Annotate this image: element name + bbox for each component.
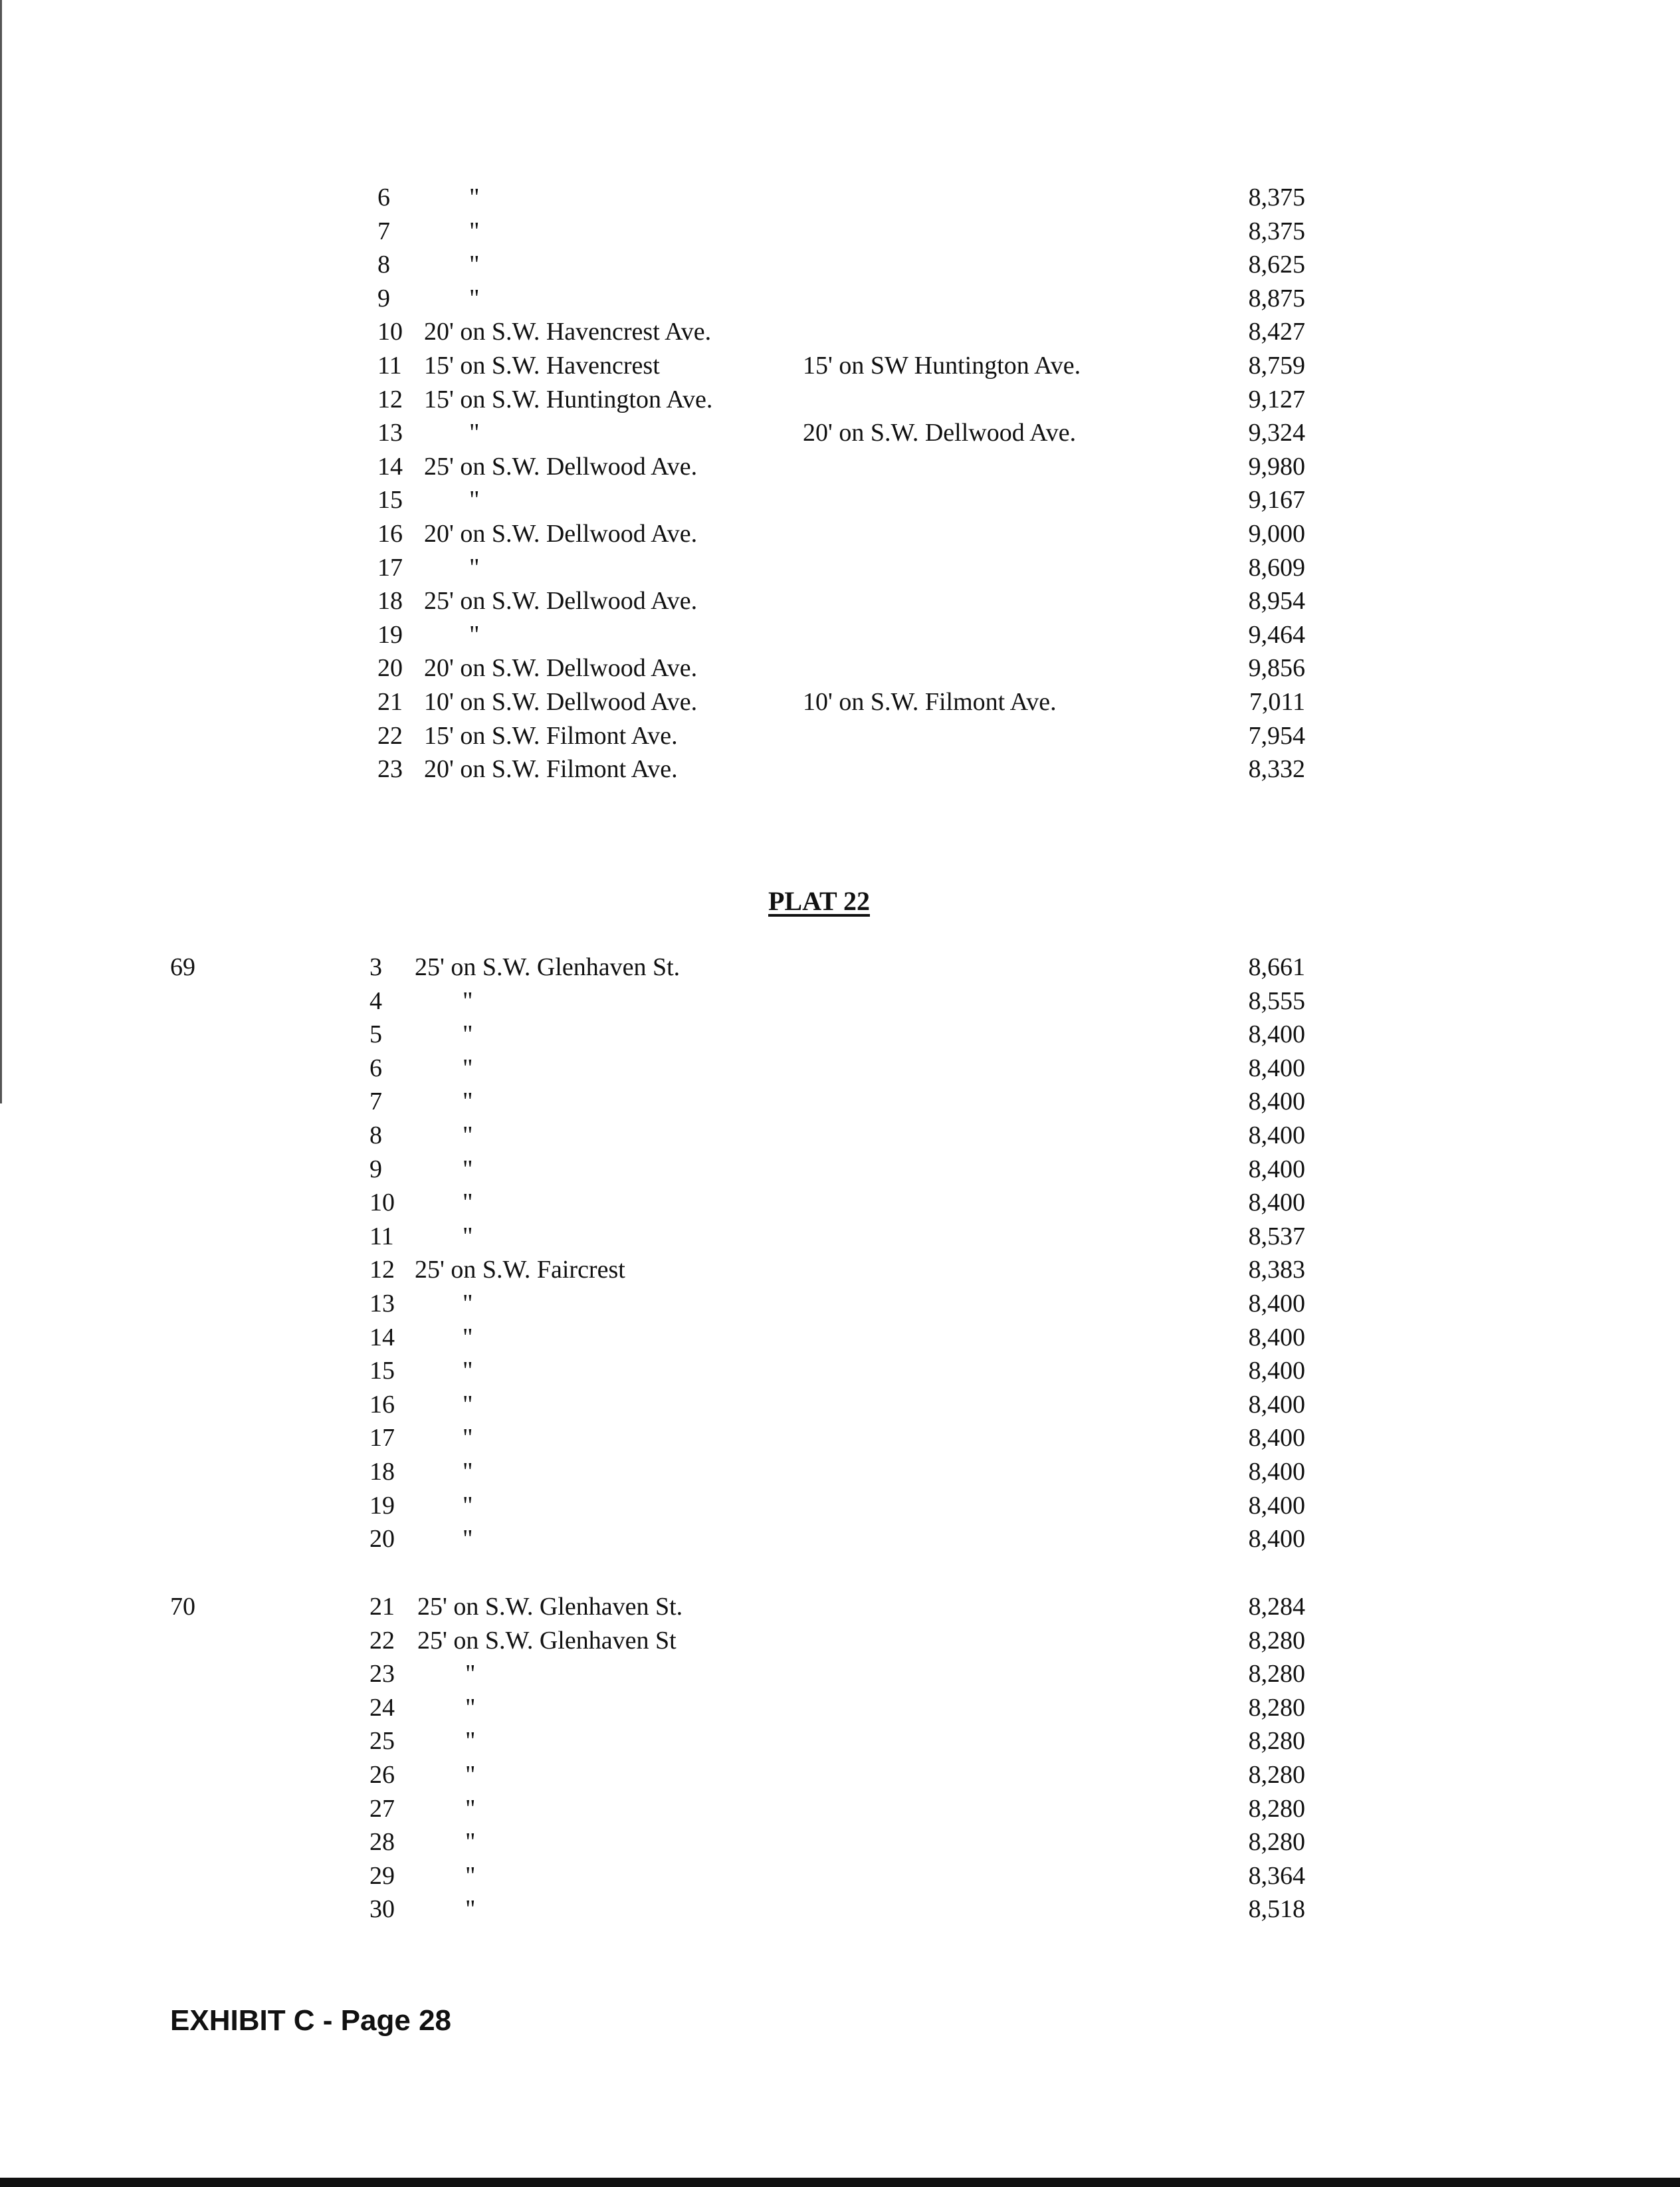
table-row [0,248,1680,281]
lot-area: 9,167 [1248,486,1305,515]
table-row [0,951,1680,984]
table-row [0,450,1680,483]
frontage-description: " [465,1693,476,1722]
lot-area: 8,284 [1248,1593,1305,1621]
lot-number: 8 [377,251,390,279]
table-row [0,1153,1680,1186]
table-row [0,1354,1680,1387]
table-row [0,1052,1680,1085]
frontage-description: " [463,1222,473,1250]
lot-number: 18 [377,587,403,616]
frontage-description: " [465,1861,476,1890]
frontage-description: " [463,1323,473,1351]
lot-number: 15 [369,1357,395,1385]
frontage-description: 15' on S.W. Filmont Ave. [424,721,678,750]
table-row [0,1590,1680,1623]
frontage-description: " [463,1290,473,1318]
lot-area: 8,400 [1248,1020,1305,1049]
lot-number: 23 [377,755,403,784]
frontage-description: " [463,1054,473,1082]
lot-area: 7,011 [1249,688,1305,716]
lot-number: 22 [377,721,403,750]
table-row [0,517,1680,550]
table-row [0,1657,1680,1690]
frontage-description: 25' on S.W. Dellwood Ave. [424,587,698,616]
block-number-70: 70 [170,1593,195,1621]
lot-area: 8,364 [1248,1861,1305,1890]
frontage-description: " [463,1155,473,1183]
table-row [0,1825,1680,1859]
secondary-frontage: 10' on S.W. Filmont Ave. [803,688,1057,716]
lot-area: 8,400 [1248,1458,1305,1486]
lot-area: 8,537 [1248,1222,1305,1250]
lot-area: 8,280 [1248,1693,1305,1722]
lot-number: 10 [377,318,403,346]
lot-area: 8,400 [1248,1155,1305,1183]
frontage-description: " [463,1525,473,1554]
lot-number: 13 [369,1290,395,1318]
lot-area: 8,609 [1248,553,1305,582]
lot-number: 24 [369,1693,395,1722]
frontage-description: " [465,1761,476,1789]
lot-area: 9,127 [1248,385,1305,413]
frontage-description: " [463,1491,473,1520]
lot-number: 21 [369,1593,395,1621]
lot-area: 8,954 [1248,587,1305,616]
table-row [0,1455,1680,1488]
frontage-description: " [463,1121,473,1149]
table-row [0,685,1680,719]
lot-number: 8 [369,1121,382,1149]
lot-number: 14 [377,452,403,481]
table-row [0,1691,1680,1724]
lot-area: 8,400 [1248,1189,1305,1217]
lot-area: 8,400 [1248,1491,1305,1520]
table-row [0,719,1680,752]
lot-number: 21 [377,688,403,716]
lot-area: 8,332 [1248,755,1305,784]
lot-area: 9,980 [1248,452,1305,481]
lot-area: 8,400 [1248,1323,1305,1351]
table-row [0,1287,1680,1320]
lot-area: 8,400 [1248,1088,1305,1116]
frontage-description: " [469,251,480,279]
lot-number: 29 [369,1861,395,1890]
lot-area: 8,555 [1248,986,1305,1015]
frontage-description: " [463,1189,473,1217]
table-row [0,1085,1680,1118]
table-row [0,416,1680,449]
lot-area: 8,427 [1248,318,1305,346]
lot-number: 22 [369,1626,395,1655]
lot-number: 17 [377,553,403,582]
lot-area: 7,954 [1248,721,1305,750]
block-number-69: 69 [170,953,195,981]
lot-number: 25 [369,1727,395,1756]
lot-area: 8,661 [1248,953,1305,981]
frontage-description: " [465,1895,476,1924]
frontage-description: 20' on S.W. Dellwood Ave. [424,654,698,683]
frontage-description: " [465,1828,476,1857]
table-row [0,383,1680,416]
frontage-description: 15' on S.W. Huntington Ave. [424,385,713,413]
table-row [0,1758,1680,1791]
frontage-description: " [469,183,480,211]
frontage-description: " [469,620,480,649]
lot-number: 20 [369,1525,395,1554]
frontage-description: 25' on S.W. Glenhaven St. [415,953,681,981]
frontage-description: " [465,1727,476,1756]
lot-number: 3 [369,953,382,981]
lot-number: 10 [369,1189,395,1217]
lot-area: 8,400 [1248,1357,1305,1385]
lot-area: 8,280 [1248,1727,1305,1756]
lot-number: 17 [369,1424,395,1452]
lot-area: 8,280 [1248,1828,1305,1857]
lot-area: 8,383 [1248,1256,1305,1284]
table-row [0,1522,1680,1555]
secondary-frontage: 15' on SW Huntington Ave. [803,352,1081,380]
lot-area: 8,280 [1248,1761,1305,1789]
table-row [0,1220,1680,1253]
lot-number: 19 [369,1491,395,1520]
frontage-description: " [469,486,480,515]
lot-number: 20 [377,654,403,683]
table-row [0,1489,1680,1522]
lot-area: 8,625 [1248,251,1305,279]
table-row [0,1018,1680,1051]
table-row [0,1421,1680,1454]
frontage-description: " [463,1458,473,1486]
lot-area: 8,280 [1248,1660,1305,1688]
lot-number: 7 [377,217,390,245]
table-row [0,181,1680,214]
table-row [0,349,1680,382]
lot-number: 4 [369,986,382,1015]
lot-area: 8,280 [1248,1794,1305,1823]
lot-number: 6 [377,183,390,211]
lot-number: 19 [377,620,403,649]
lot-number: 13 [377,419,403,447]
frontage-description: " [463,986,473,1015]
table-row [0,1893,1680,1926]
frontage-description: " [463,1088,473,1116]
frontage-description: 20' on S.W. Filmont Ave. [424,755,678,784]
lot-area: 8,400 [1248,1424,1305,1452]
table-row [0,483,1680,517]
frontage-description: " [463,1020,473,1049]
table-row [0,1186,1680,1219]
lot-number: 14 [369,1323,395,1351]
frontage-description: 25' on S.W. Glenhaven St [417,1626,677,1655]
lot-number: 16 [377,520,403,548]
lot-number: 18 [369,1458,395,1486]
lot-number: 11 [377,352,402,380]
frontage-description: 15' on S.W. Havencrest [424,352,660,380]
frontage-description: " [463,1424,473,1452]
frontage-description: 20' on S.W. Havencrest Ave. [424,318,712,346]
lot-area: 8,875 [1248,284,1305,312]
lot-number: 6 [369,1054,382,1082]
frontage-description: 20' on S.W. Dellwood Ave. [424,520,698,548]
lot-number: 30 [369,1895,395,1924]
lot-number: 5 [369,1020,382,1049]
frontage-description: " [465,1794,476,1823]
lot-area: 9,324 [1248,419,1305,447]
frontage-description: 25' on S.W. Dellwood Ave. [424,452,698,481]
lot-number: 12 [377,385,403,413]
secondary-frontage: 20' on S.W. Dellwood Ave. [803,419,1077,447]
table-row [0,1724,1680,1758]
lot-area: 9,464 [1248,620,1305,649]
table-row [0,752,1680,786]
table-row [0,315,1680,348]
frontage-description: " [465,1660,476,1688]
lot-area: 8,375 [1248,183,1305,211]
page-footer: EXHIBIT C - Page 28 [170,2004,452,2037]
bottom-border [0,2178,1680,2187]
plat-heading: PLAT 22 [768,886,870,916]
lot-number: 28 [369,1828,395,1857]
table-row [0,1792,1680,1825]
lot-number: 23 [369,1660,395,1688]
lot-number: 26 [369,1761,395,1789]
table-row [0,651,1680,685]
lot-area: 8,280 [1248,1626,1305,1655]
lot-number: 15 [377,486,403,515]
table-row [0,618,1680,651]
table-row [0,1388,1680,1421]
table-row [0,984,1680,1018]
table-row [0,1859,1680,1893]
frontage-description: " [463,1357,473,1385]
frontage-description: " [463,1390,473,1419]
frontage-description: " [469,217,480,245]
table-row [0,1624,1680,1657]
table-row [0,551,1680,584]
lot-area: 8,375 [1248,217,1305,245]
table-row [0,215,1680,248]
table-row [0,282,1680,315]
lot-area: 8,518 [1248,1895,1305,1924]
lot-area: 9,000 [1248,520,1305,548]
table-row [0,1321,1680,1354]
lot-number: 27 [369,1794,395,1823]
lot-number: 9 [369,1155,382,1183]
lot-number: 9 [377,284,390,312]
frontage-description: 25' on S.W. Glenhaven St. [417,1593,683,1621]
lot-area: 9,856 [1248,654,1305,683]
frontage-description: 10' on S.W. Dellwood Ave. [424,688,698,716]
table-row [0,1253,1680,1286]
lot-area: 8,400 [1248,1121,1305,1149]
lot-number: 16 [369,1390,395,1419]
lot-number: 11 [369,1222,394,1250]
table-row [0,584,1680,618]
frontage-description: " [469,553,480,582]
lot-number: 12 [369,1256,395,1284]
frontage-description: 25' on S.W. Faircrest [415,1256,625,1284]
lot-number: 7 [369,1088,382,1116]
table-row [0,1119,1680,1152]
frontage-description: " [469,284,480,312]
frontage-description: " [469,419,480,447]
lot-area: 8,759 [1248,352,1305,380]
lot-area: 8,400 [1248,1525,1305,1554]
lot-area: 8,400 [1248,1390,1305,1419]
lot-area: 8,400 [1248,1054,1305,1082]
lot-area: 8,400 [1248,1290,1305,1318]
